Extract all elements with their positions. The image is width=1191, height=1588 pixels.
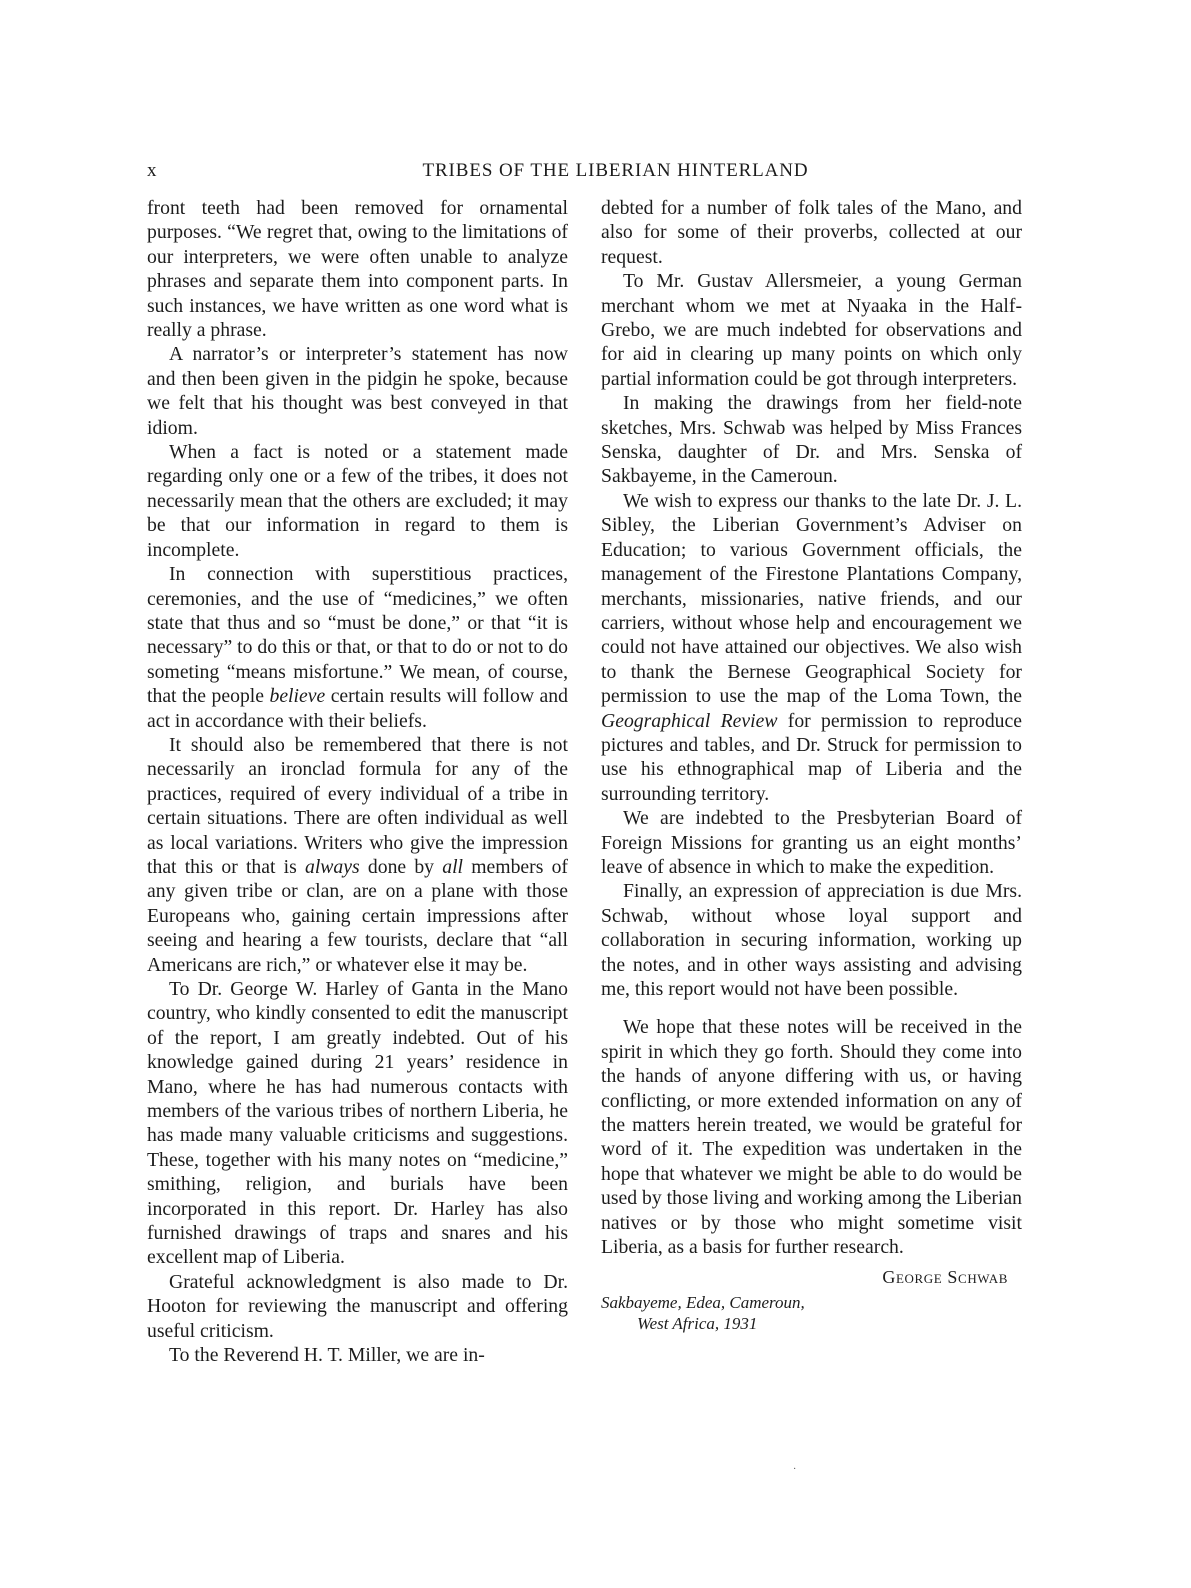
left-column	[147, 196, 568, 1368]
paragraph	[147, 733, 568, 977]
emphasis: believe	[269, 685, 326, 708]
place-date	[601, 1292, 1022, 1334]
paragraph: front teeth had been removed for ornamental purposes. “We regret that, owing to the limitations of our interpreters, we were often unable to analyze phrases and separate them into component parts. In such instances, we have written as one word what is really a phrase.	[147, 197, 568, 342]
emphasis: all	[442, 855, 464, 878]
text-run: It should also be remembered that there is not necessarily an ironclad formula for any of the practices, required of every individual of a tribe in certain situations. There are often individual as well as local variations. Writers who give the impression that this or that is	[147, 733, 568, 878]
page-speck: ·	[793, 1464, 797, 1475]
paragraph: We hope that these notes will be received in the spirit in which they go forth. Should they come into the hands of anyone differing with us, or having conflicting, or more extended information on any of the matters herein treated, we would be grateful for word of it. The expedition was undertaken in the hope that whatever we might be able to do would be used by those living and working among the Liberian natives or by those who might sometime visit Liberia, as a basis for further research.	[601, 1016, 1023, 1259]
place-line: West Africa, 1931	[637, 1313, 758, 1333]
paragraph: A narrator’s or interpreter’s statement has now and then been given in the pidgin he spoke, because we felt that his thought was best conveyed in that idiom.	[147, 343, 568, 439]
paragraph	[601, 489, 1022, 806]
text-run: for permission to reproduce pictures and tables, and Dr. Struck for permission to use his ethnographical map of Liberia and the surrounding territory.	[601, 709, 1022, 805]
paragraph: To the Reverend H. T. Miller, we are in-	[169, 1344, 485, 1367]
right-column	[601, 196, 1022, 1334]
paragraph: To Dr. George W. Harley of Ganta in the Mano country, who kindly consented to edit the manuscript of the report, I am greatly indebted. Out of his knowledge gained during 21 years’ residence in Mano, where he has had numerous contacts with members of the various tribes of northern Liberia, he has made many valuable criticisms and suggestions. These, together with his many notes on “medicine,” smithing, religion, and burials have been incorporated in this report. Dr. Harley has also furnished drawings of traps and snares and his excellent map of Liberia.	[147, 978, 568, 1269]
emphasis: Geographical Review	[601, 709, 778, 732]
page-number: x	[147, 160, 157, 181]
paragraph: To Mr. Gustav Allersmeier, a young German merchant whom we met at Nyaaka in the Half-Grebo, we are much indebted for observations and for aid in clearing up many points on which only partial information could be got through interpreters.	[601, 270, 1022, 390]
text-run: done by	[359, 855, 443, 878]
text-run: In connection with superstitious practices, ceremonies, and the use of “medicines,” we often state that thus and so “must be done,” or that “it is necessary” to do this or that, or that to do or not to do someting “means misfortune.” We mean, of course, that the people	[147, 563, 569, 708]
paragraph: In making the drawings from her field-note sketches, Mrs. Schwab was helped by Miss Frances Senska, daughter of Dr. and Mrs. Senska of Sakbayeme, in the Cameroun.	[601, 392, 1022, 488]
paragraph: When a fact is noted or a statement made regarding only one or a few of the tribes, it does not necessarily mean that the others are excluded; it may be that our information in regard to them is incomplete.	[147, 441, 568, 561]
paragraph	[147, 562, 568, 733]
text-run: certain results will follow and act in accordance with their beliefs.	[147, 685, 568, 732]
paragraph: debted for a number of folk tales of the Mano, and also for some of their proverbs, collected at our request.	[601, 197, 1022, 268]
signature: George Schwab	[882, 1267, 1008, 1288]
paragraph: Grateful acknowledgment is also made to Dr. Hooton for reviewing the manuscript and offering useful criticism.	[147, 1270, 568, 1342]
text-run: members of any given tribe or clan, are on a plane with those Europeans who, gaining certain impressions after seeing and hearing a few tourists, declare that “all Americans are rich,” or whatever else it may be.	[147, 855, 568, 976]
paragraph: Finally, an expression of appreciation is due Mrs. Schwab, without whose loyal support and collaboration in securing information, working up the notes, and in other ways assisting and advising me, this report would not have been possible.	[601, 880, 1022, 1000]
text-run: We wish to express our thanks to the late Dr. J. L. Sibley, the Liberian Government’s Adviser on Education; to various Government officials, the management of the Firestone Plantations Company, merchants, missionaries, native friends, and our carriers, without whose help and encouragement we could not have attained our objectives. We also wish to thank the Bernese Geographical Society for permission to use the map of the Loma Town, the	[601, 489, 1022, 708]
emphasis: always	[304, 855, 360, 878]
place-line: Sakbayeme, Edea, Cameroun,	[601, 1292, 805, 1312]
running-title: TRIBES OF THE LIBERIAN HINTERLAND	[422, 160, 809, 181]
paragraph: We are indebted to the Presbyterian Board of Foreign Missions for granting us an eight months’ leave of absence in which to make the expedition.	[601, 807, 1022, 878]
